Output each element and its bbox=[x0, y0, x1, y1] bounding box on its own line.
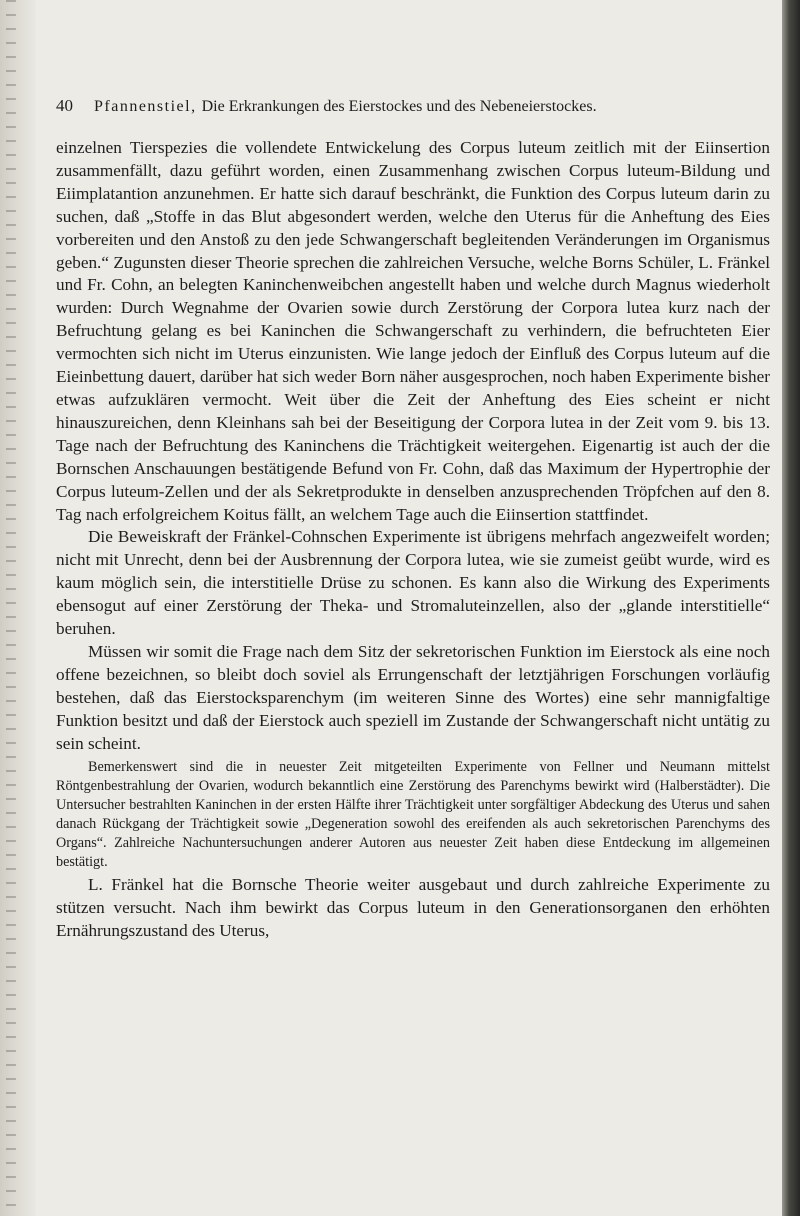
scan-edge-right bbox=[782, 0, 800, 1216]
binding-edge-left bbox=[0, 0, 36, 1216]
paragraph-1: einzelnen Tierspezies die vollendete Entwickelung des Corpus luteum zeitlich mit der Eiinsertion zusammenfällt, dazu geführt worden, einen Zusammenhang zwischen Corpus luteum-Bildung und Eiimplatantion anzunehmen. Er hatte sich darauf beschränkt, die Funktion des Corpus luteum darin zu suchen, daß „Stoffe in das Blut abgesondert werden, welche den Uterus für die Anheftung des Eies vorbereiten und den Anstoß zu den jede Schwangerschaft begleitenden Veränderungen im Organismus geben.“ Zugunsten dieser Theorie sprechen die zahlreichen Versuche, welche Borns Schüler, L. Fränkel und Fr. Cohn, an belegten Kaninchenweibchen angestellt haben und welche durch Magnus wiederholt wurden: Durch Wegnahme der Ovarien sowie durch Zerstörung der Corpora lutea kurz nach der Befruchtung gelang es bei Kaninchen die Schwangerschaft zu verhindern, die befruchteten Eier vermochten sich nicht im Uterus einzunisten. Wie lange jedoch der Einfluß des Corpus luteum auf die Eieinbettung dauert, darüber hat sich weder Born näher ausgesprochen, noch haben Experimente bisher etwas aufzuklären vermocht. Weit über die Zeit der Anheftung des Eies scheint er nicht hinauszureichen, denn Kleinhans sah bei der Beseitigung der Corpora lutea in der Zeit vom 9. bis 13. Tage nach der Befruchtung des Kaninchens die Trächtigkeit weitergehen. Eigenartig ist auch der die Bornschen Anschauungen bestätigende Befund von Fr. Cohn, daß das Maximum der Hypertrophie der Corpus luteum-Zellen und der als Sekretprodukte in denselben anzusprechenden Tröpfchen auf den 8. Tag nach erfolgreichem Koitus fällt, an welchem Tage auch die Eiinsertion stattfindet. bbox=[56, 138, 770, 524]
body-text bbox=[56, 137, 770, 755]
running-head-author: Pfannenstiel, bbox=[94, 98, 197, 115]
running-head bbox=[56, 96, 770, 117]
running-head-title: Die Erkrankungen des Eierstockes und des Nebeneierstockes. bbox=[201, 98, 597, 115]
book-page bbox=[56, 96, 770, 943]
paragraph-2: Die Beweiskraft der Fränkel-Cohnschen Experimente ist übrigens mehrfach angezweifelt worden; nicht mit Unrecht, denn bei der Ausbrennung der Corpora lutea, wie sie zumeist geübt wurde, wird es kaum möglich sein, die interstitielle Drüse zu schonen. Es kann also die Wirkung des Experiments ebensogut auf einer Zerstörung der Theka- und Stromaluteinzellen, also der „glande interstitielle“ beruhen. bbox=[56, 527, 770, 639]
footnote-text: Bemerkenswert sind die in neuester Zeit mitgeteilten Experimente von Fellner und Neumann mittelst Röntgenbestrahlung der Ovarien, wodurch bekanntlich eine Zerstörung des Parenchyms bewirkt wird (Halberstädter). Die Untersucher bestrahlten Kaninchen in der ersten Hälfte ihrer Trächtigkeit unter sorgfältiger Abdeckung des Uterus und sahen danach Rückgang der Trächtigkeit sowie „Degeneration sowohl des ereifenden als auch sekretorischen Parenchyms des Organs“. Zahlreiche Nachuntersuchungen anderer Autoren aus neuester Zeit haben diese Entdeckung im allgemeinen bestätigt. bbox=[56, 759, 770, 871]
footnote bbox=[56, 758, 770, 872]
body-text-continued bbox=[56, 874, 770, 943]
paragraph-4: L. Fränkel hat die Bornsche Theorie weiter ausgebaut und durch zahlreiche Experimente zu stützen versucht. Nach ihm bewirkt das Corpus luteum in den Generationsorganen den erhöhten Ernährungszustand des Uterus, bbox=[56, 875, 770, 941]
page-number: 40 bbox=[56, 96, 73, 115]
paragraph-3: Müssen wir somit die Frage nach dem Sitz der sekretorischen Funktion im Eierstock als eine noch offene bezeichnen, so bleibt doch soviel als Errungenschaft der letztjährigen Forschungen vorläufig bestehen, daß das Eierstocksparenchym (im weiteren Sinne des Wortes) eine sehr mannigfaltige Funktion besitzt und daß der Eierstock auch speziell im Zustande der Schwangerschaft nicht untätig zu sein scheint. bbox=[56, 641, 770, 753]
